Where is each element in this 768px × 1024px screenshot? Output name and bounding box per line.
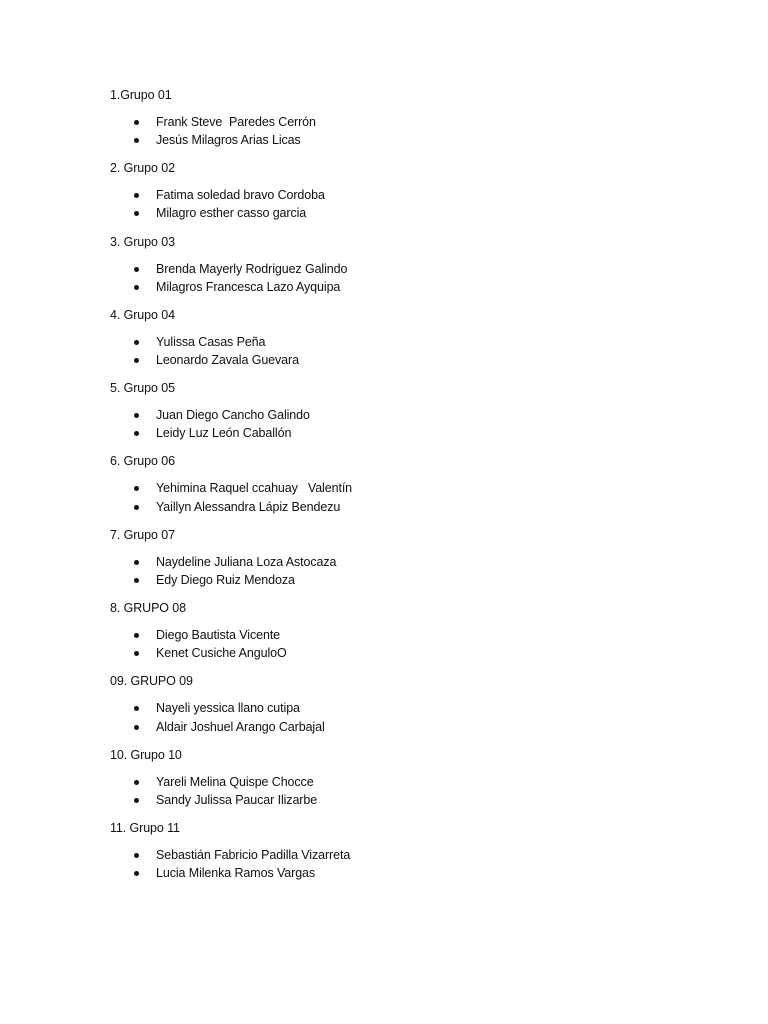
group-section [110,452,710,525]
group-title: 3. Grupo 03 [110,234,175,249]
bullet-icon [134,706,139,711]
bullet-icon [134,853,139,858]
bullet-icon [134,193,139,198]
member-item [110,113,316,131]
member-name: Brenda Mayerly Rodriguez Galindo [156,261,348,276]
member-list [110,406,310,442]
member-item [110,718,325,736]
bullet-icon [134,486,139,491]
member-item [110,186,325,204]
member-list [110,479,352,515]
member-list [110,773,317,809]
group-section [110,86,710,159]
bullet-icon [134,358,139,363]
member-name: Yaillyn Alessandra Lápiz Bendezu [156,499,341,514]
member-name: Milagro esther casso garcia [156,206,307,221]
group-section [110,599,710,672]
member-item [110,791,317,809]
member-list [110,186,325,222]
member-name: Frank Steve Paredes Cerrón [156,115,316,129]
member-item [110,498,352,516]
member-name: Diego Bautista Vicente [156,628,281,643]
member-list [110,260,347,296]
member-name: Jesús Milagros Arias Licas [156,133,301,148]
bullet-icon [134,431,139,436]
group-section [110,819,710,892]
group-title: 4. Grupo 04 [110,307,175,322]
member-item [110,333,299,351]
group-title: 10. Grupo 10 [110,747,182,762]
bullet-icon [134,871,139,876]
member-item [110,553,336,571]
member-list [110,846,350,882]
member-item [110,204,325,222]
bullet-icon [134,633,139,638]
member-list [110,626,287,662]
group-title: 6. Grupo 06 [110,454,175,469]
group-section [110,672,710,745]
member-item [110,406,310,424]
group-title: 2. Grupo 02 [110,161,175,176]
member-name: Nayeli yessica llano cutipa [156,701,300,716]
member-name: Edy Diego Ruiz Mendoza [156,572,295,587]
member-item [110,626,287,644]
member-list [110,553,336,589]
member-name: Naydeline Juliana Loza Astocaza [156,554,337,569]
group-section [110,746,710,819]
member-name: Leidy Luz León Caballón [156,426,292,441]
bullet-icon [134,780,139,785]
group-section [110,306,710,379]
bullet-icon [134,211,139,216]
member-item [110,773,317,791]
member-name: Leonardo Zavala Guevara [156,353,299,368]
member-name: Lucia Milenka Ramos Vargas [156,866,316,881]
member-item [110,351,299,369]
member-name: Milagros Francesca Lazo Ayquipa [156,279,341,294]
bullet-icon [134,798,139,803]
bullet-icon [134,120,139,125]
member-item [110,278,347,296]
member-item [110,260,347,278]
member-list [110,113,316,149]
member-name: Juan Diego Cancho Galindo [156,408,310,423]
bullet-icon [134,560,139,565]
member-item [110,699,325,717]
member-name: Yulissa Casas Peña [156,334,266,349]
bullet-icon [134,340,139,345]
bullet-icon [134,285,139,290]
group-title: 09. GRUPO 09 [110,674,193,689]
member-name: Sebastián Fabricio Padilla Vizarreta [156,847,351,862]
member-name: Fatima soledad bravo Cordoba [156,188,325,203]
group-section [110,159,710,232]
group-title: 8. GRUPO 08 [110,601,187,616]
group-title: 11. Grupo 11 [110,820,180,835]
member-name: Kenet Cusiche AnguloO [156,646,287,661]
member-item [110,131,316,149]
member-item [110,644,287,662]
bullet-icon [134,413,139,418]
bullet-icon [134,725,139,730]
bullet-icon [134,138,139,143]
bullet-icon [134,505,139,510]
member-list [110,699,325,735]
group-section [110,526,710,599]
member-item [110,571,336,589]
group-section [110,233,710,306]
member-item [110,479,352,497]
member-name: Yareli Melina Quispe Chocce [156,774,314,789]
member-name: Yehimina Raquel ccahuay Valentín [156,481,353,496]
member-item [110,864,350,882]
group-title: 1.Grupo 01 [110,88,172,102]
group-title: 7. Grupo 07 [110,527,175,542]
member-item [110,424,310,442]
group-title: 5. Grupo 05 [110,381,175,396]
member-list [110,333,299,369]
group-list [110,86,710,892]
member-name: Aldair Joshuel Arango Carbajal [156,719,325,734]
member-name: Sandy Julissa Paucar Ilizarbe [156,792,318,807]
group-section [110,379,710,452]
bullet-icon [134,651,139,656]
member-item [110,846,350,864]
bullet-icon [134,267,139,272]
bullet-icon [134,578,139,583]
